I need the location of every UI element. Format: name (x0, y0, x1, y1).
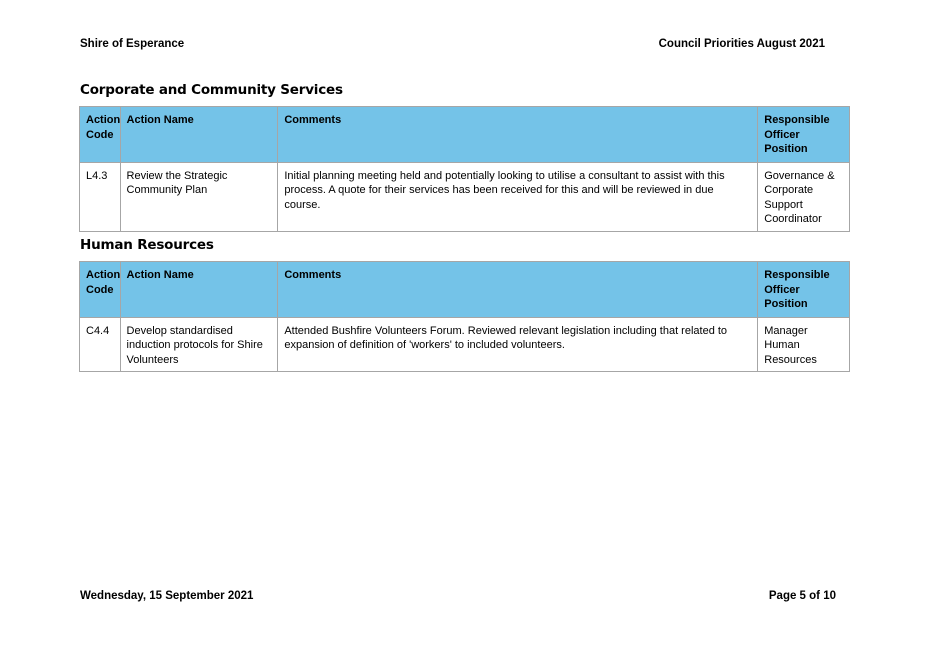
table-row (80, 162, 850, 231)
action-code-cell: L4.3 (80, 162, 121, 231)
table-header-row (80, 262, 850, 318)
corporate-actions-table (79, 106, 850, 232)
comments-cell: Attended Bushfire Volunteers Forum. Reviewed relevant legislation including that related to expansion of definition of 'workers' to included volunteers. (278, 317, 758, 372)
action-name-cell: Develop standardised induction protocols for Shire Volunteers (120, 317, 278, 372)
table-row (80, 317, 850, 372)
column-header-comments: Comments (278, 262, 758, 318)
action-code-cell: C4.4 (80, 317, 121, 372)
column-header-action-name: Action Name (120, 262, 278, 318)
table-header-row (80, 107, 850, 163)
column-header-responsible-officer: Responsible Officer Position (758, 262, 850, 318)
human-resources-actions-table (79, 261, 850, 372)
responsible-officer-cell: Governance & Corporate Support Coordinator (758, 162, 850, 231)
section-title-corporate: Corporate and Community Services (80, 82, 343, 98)
column-header-action-name: Action Name (120, 107, 278, 163)
column-header-comments: Comments (278, 107, 758, 163)
action-name-cell: Review the Strategic Community Plan (120, 162, 278, 231)
column-header-responsible-officer: Responsible Officer Position (758, 107, 850, 163)
report-title: Council Priorities August 2021 (658, 38, 825, 50)
report-date: Wednesday, 15 September 2021 (80, 590, 254, 602)
comments-cell: Initial planning meeting held and potentially looking to utilise a consultant to assist with this process. A quote for their services has been received for this and will be reviewed in due course. (278, 162, 758, 231)
column-header-action-code: Action Code (80, 107, 121, 163)
section-title-human-resources: Human Resources (80, 237, 214, 253)
responsible-officer-cell: Manager Human Resources (758, 317, 850, 372)
page-number: Page 5 of 10 (768, 590, 836, 602)
column-header-action-code: Action Code (80, 262, 121, 318)
organisation-name: Shire of Esperance (80, 38, 185, 50)
